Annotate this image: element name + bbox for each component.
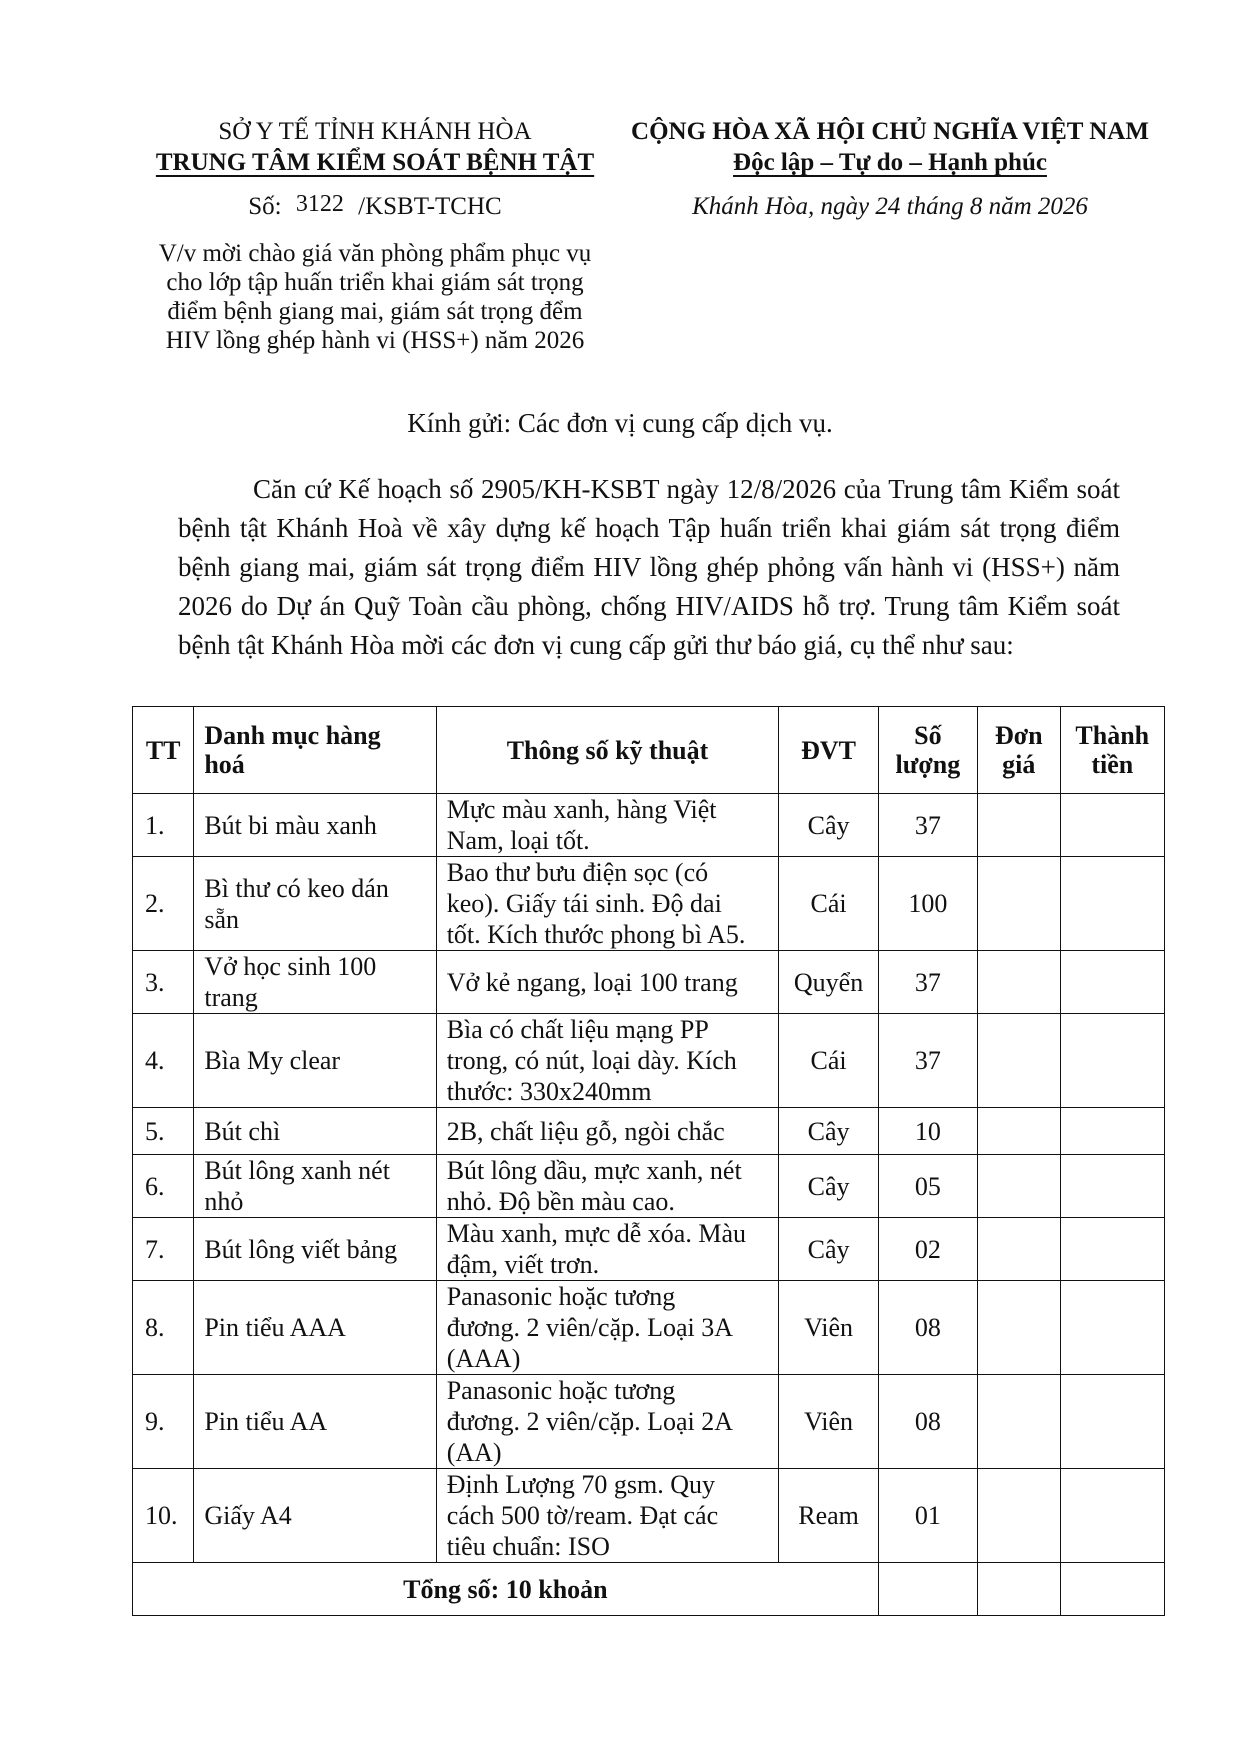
unit-cell: Ream (779, 1469, 879, 1563)
item-spec-line: Bìa có chất liệu mạng PP (446, 1015, 709, 1044)
item-spec-line: keo). Giấy tái sinh. Độ dai (446, 889, 722, 918)
amount-cell (1060, 1281, 1164, 1375)
table-row (133, 1375, 1165, 1469)
table-row (133, 1469, 1165, 1563)
item-name-line: Bút lông xanh nét (204, 1156, 390, 1185)
item-spec-line: (AAA) (446, 1344, 521, 1373)
body-paragraph: Căn cứ Kế hoạch số 2905/KH-KSBT ngày 12/8/2026 của Trung tâm Kiểm soát bệnh tật Khánh Hoà về xây dựng kế hoạch Tập huấn triển khai giám sát trọng điểm bệnh giang mai, giám sát trọng điểm HIV lồng ghép phỏng vấn hành vi (HSS+) năm 2026 do Dự án Quỹ Toàn cầu phòng, chống HIV/AIDS hỗ trợ. Trung tâm Kiểm soát bệnh tật Khánh Hòa mời các đơn vị cung cấp gửi thư báo giá, cụ thể như sau: (178, 474, 1120, 660)
unit-price-cell (977, 794, 1060, 857)
item-spec-line: Bút lông dầu, mực xanh, nét (446, 1156, 742, 1185)
document-number (120, 193, 630, 221)
header-spec: Thông số kỹ thuật (436, 707, 779, 794)
table-row (133, 1281, 1165, 1375)
amount-cell (1060, 951, 1164, 1014)
header-item-name: Danh mục hàng hoá (194, 707, 436, 794)
item-spec-cell (436, 951, 779, 1014)
table-total-row (133, 1563, 1165, 1616)
quantity-cell: 37 (878, 951, 977, 1014)
table-row (133, 1014, 1165, 1108)
item-name-line: Bìa My clear (204, 1046, 341, 1075)
unit-cell: Cái (779, 1014, 879, 1108)
amount-cell (1060, 857, 1164, 951)
unit-price-cell (977, 1469, 1060, 1563)
subject-line: điểm bệnh giang mai, giám sát trọng đểm (167, 298, 583, 325)
row-number-cell: 1. (133, 794, 194, 857)
header-amount-line: tiền (1091, 750, 1134, 779)
item-spec-line: nhỏ. Độ bền màu cao. (446, 1187, 675, 1216)
unit-price-cell (977, 951, 1060, 1014)
item-name-cell (194, 1155, 436, 1218)
item-spec-line: thước: 330x240mm (446, 1077, 652, 1106)
quantity-cell: 08 (878, 1375, 977, 1469)
item-name-line: Giấy A4 (204, 1501, 292, 1530)
row-number-cell: 6. (133, 1155, 194, 1218)
unit-price-cell (977, 1218, 1060, 1281)
quantity-cell: 05 (878, 1155, 977, 1218)
item-name-line: sẵn (204, 904, 240, 934)
quantity-cell: 01 (878, 1469, 977, 1563)
table-row (133, 794, 1165, 857)
item-spec-line: tốt. Kích thước phong bì A5. (446, 920, 746, 949)
unit-price-cell (977, 857, 1060, 951)
quantity-cell: 37 (878, 1014, 977, 1108)
item-name-line: Bút chì (204, 1116, 281, 1146)
header-quantity-line: Số (914, 721, 942, 750)
header-unit-price-line: giá (1002, 750, 1036, 779)
table-row (133, 1155, 1165, 1218)
row-number-cell: 3. (133, 951, 194, 1014)
unit-cell: Cây (779, 1218, 879, 1281)
amount-cell (1060, 1155, 1164, 1218)
department-name: SỞ Y TẾ TỈNH KHÁNH HÒA (218, 118, 532, 145)
item-spec-line: Panasonic hoặc tương (446, 1376, 676, 1405)
header-unit-price (977, 707, 1060, 794)
unit-cell: Viên (779, 1375, 879, 1469)
amount-cell (1060, 1218, 1164, 1281)
item-spec-line: tiêu chuẩn: ISO (446, 1532, 610, 1561)
header-unit-price-line: Đơn (994, 721, 1043, 750)
header-quantity (878, 707, 977, 794)
item-spec-line: đương. 2 viên/cặp. Loại 2A (446, 1407, 734, 1436)
item-name-line: Pin tiểu AAA (204, 1313, 346, 1342)
quantity-cell: 08 (878, 1281, 977, 1375)
unit-cell: Cây (779, 1108, 879, 1155)
item-spec-line: Định Lượng 70 gsm. Quy (446, 1470, 716, 1499)
total-quantity-cell (878, 1563, 977, 1616)
header-tt: TT (133, 707, 194, 794)
item-spec-line: (AA) (446, 1438, 502, 1467)
unit-price-cell (977, 1108, 1060, 1155)
amount-cell (1060, 794, 1164, 857)
doc-number-prefix: Số: (248, 193, 282, 220)
item-name-line: Bút bi màu xanh (204, 810, 377, 840)
doc-number-value: 3122 (295, 191, 344, 217)
item-spec-cell (436, 1218, 779, 1281)
item-name-cell (194, 1014, 436, 1108)
item-name-line: trang (204, 983, 258, 1012)
document-subject (120, 239, 630, 355)
item-name-cell (194, 794, 436, 857)
amount-cell (1060, 1469, 1164, 1563)
item-name-cell (194, 1375, 436, 1469)
item-spec-line: Nam, loại tốt. (446, 826, 590, 855)
total-label: Tổng số: 10 khoản (133, 1563, 879, 1616)
doc-number-suffix: /KSBT-TCHC (358, 193, 502, 220)
item-name-line: Vở học sinh 100 (204, 952, 377, 981)
item-name-line: nhỏ (204, 1187, 244, 1216)
unit-cell: Viên (779, 1281, 879, 1375)
item-spec-cell (436, 857, 779, 951)
organization-name: TRUNG TÂM KIỂM SOÁT BỆNH TẬT (155, 149, 595, 176)
row-number-cell: 8. (133, 1281, 194, 1375)
item-spec-line: Màu xanh, mực dễ xóa. Màu (446, 1219, 746, 1248)
row-number-cell: 7. (133, 1218, 194, 1281)
items-table (132, 706, 1165, 1616)
item-name-cell (194, 1218, 436, 1281)
item-spec-line: Mực màu xanh, hàng Việt (446, 795, 717, 824)
row-number-cell: 5. (133, 1108, 194, 1155)
item-spec-cell (436, 1014, 779, 1108)
item-spec-cell (436, 1281, 779, 1375)
total-unit-price-cell (977, 1563, 1060, 1616)
item-name-line: Pin tiểu AA (204, 1407, 328, 1436)
item-name-line: Bút lông viết bảng (204, 1234, 398, 1264)
item-spec-line: Bao thư bưu điện sọc (có (446, 858, 709, 887)
national-motto: Độc lập – Tự do – Hạnh phúc (733, 149, 1047, 176)
item-name-line: Bì thư có keo dán (204, 873, 389, 903)
country-name: CỘNG HÒA XÃ HỘI CHỦ NGHĨA VIỆT NAM (631, 118, 1149, 145)
unit-cell: Cây (779, 1155, 879, 1218)
item-name-cell (194, 1469, 436, 1563)
unit-price-cell (977, 1014, 1060, 1108)
item-spec-cell (436, 794, 779, 857)
item-name-cell (194, 1281, 436, 1375)
item-spec-line: cách 500 tờ/ream. Đạt các (446, 1501, 719, 1530)
subject-line: V/v mời chào giá văn phòng phẩm phục vụ (158, 240, 592, 267)
amount-cell (1060, 1108, 1164, 1155)
row-number-cell: 4. (133, 1014, 194, 1108)
row-number-cell: 2. (133, 857, 194, 951)
quantity-cell: 37 (878, 794, 977, 857)
unit-price-cell (977, 1375, 1060, 1469)
table-row (133, 857, 1165, 951)
national-header (630, 116, 1150, 178)
item-name-cell (194, 951, 436, 1014)
quantity-cell: 02 (878, 1218, 977, 1281)
item-spec-cell (436, 1155, 779, 1218)
table-header-row (133, 707, 1165, 794)
subject-line: HIV lồng ghép hành vi (HSS+) năm 2026 (165, 327, 585, 354)
item-spec-line: đương. 2 viên/cặp. Loại 3A (446, 1313, 734, 1342)
amount-cell (1060, 1014, 1164, 1108)
unit-cell: Quyển (779, 951, 879, 1014)
header-quantity-line: lượng (895, 750, 961, 779)
unit-price-cell (977, 1281, 1060, 1375)
table-row (133, 951, 1165, 1014)
item-spec-cell (436, 1375, 779, 1469)
item-spec-line: Vở kẻ ngang, loại 100 trang (446, 967, 738, 997)
table-row (133, 1218, 1165, 1281)
item-spec-line: Panasonic hoặc tương (446, 1282, 676, 1311)
item-spec-cell (436, 1108, 779, 1155)
item-spec-cell (436, 1469, 779, 1563)
greeting: Kính gửi: Các đơn vị cung cấp dịch vụ. (407, 408, 833, 438)
item-spec-line: đậm, viết trơn. (446, 1250, 600, 1279)
amount-cell (1060, 1375, 1164, 1469)
quantity-cell: 100 (878, 857, 977, 951)
header-amount-line: Thành (1075, 721, 1150, 750)
issuer-header (120, 116, 630, 178)
item-name-cell (194, 857, 436, 951)
unit-cell: Cây (779, 794, 879, 857)
quantity-cell: 10 (878, 1108, 977, 1155)
unit-price-cell (977, 1155, 1060, 1218)
header-amount (1060, 707, 1164, 794)
table-row (133, 1108, 1165, 1155)
item-spec-line: 2B, chất liệu gỗ, ngòi chắc (446, 1116, 725, 1146)
row-number-cell: 10. (133, 1469, 194, 1563)
unit-cell: Cái (779, 857, 879, 951)
header-unit: ĐVT (779, 707, 879, 794)
subject-line: cho lớp tập huấn triển khai giám sát trọng (166, 269, 584, 296)
row-number-cell: 9. (133, 1375, 194, 1469)
total-amount-cell (1060, 1563, 1164, 1616)
item-name-cell (194, 1108, 436, 1155)
item-spec-line: trong, có nút, loại dày. Kích (446, 1046, 737, 1075)
document-date: Khánh Hòa, ngày 24 tháng 8 năm 2026 (692, 193, 1088, 220)
